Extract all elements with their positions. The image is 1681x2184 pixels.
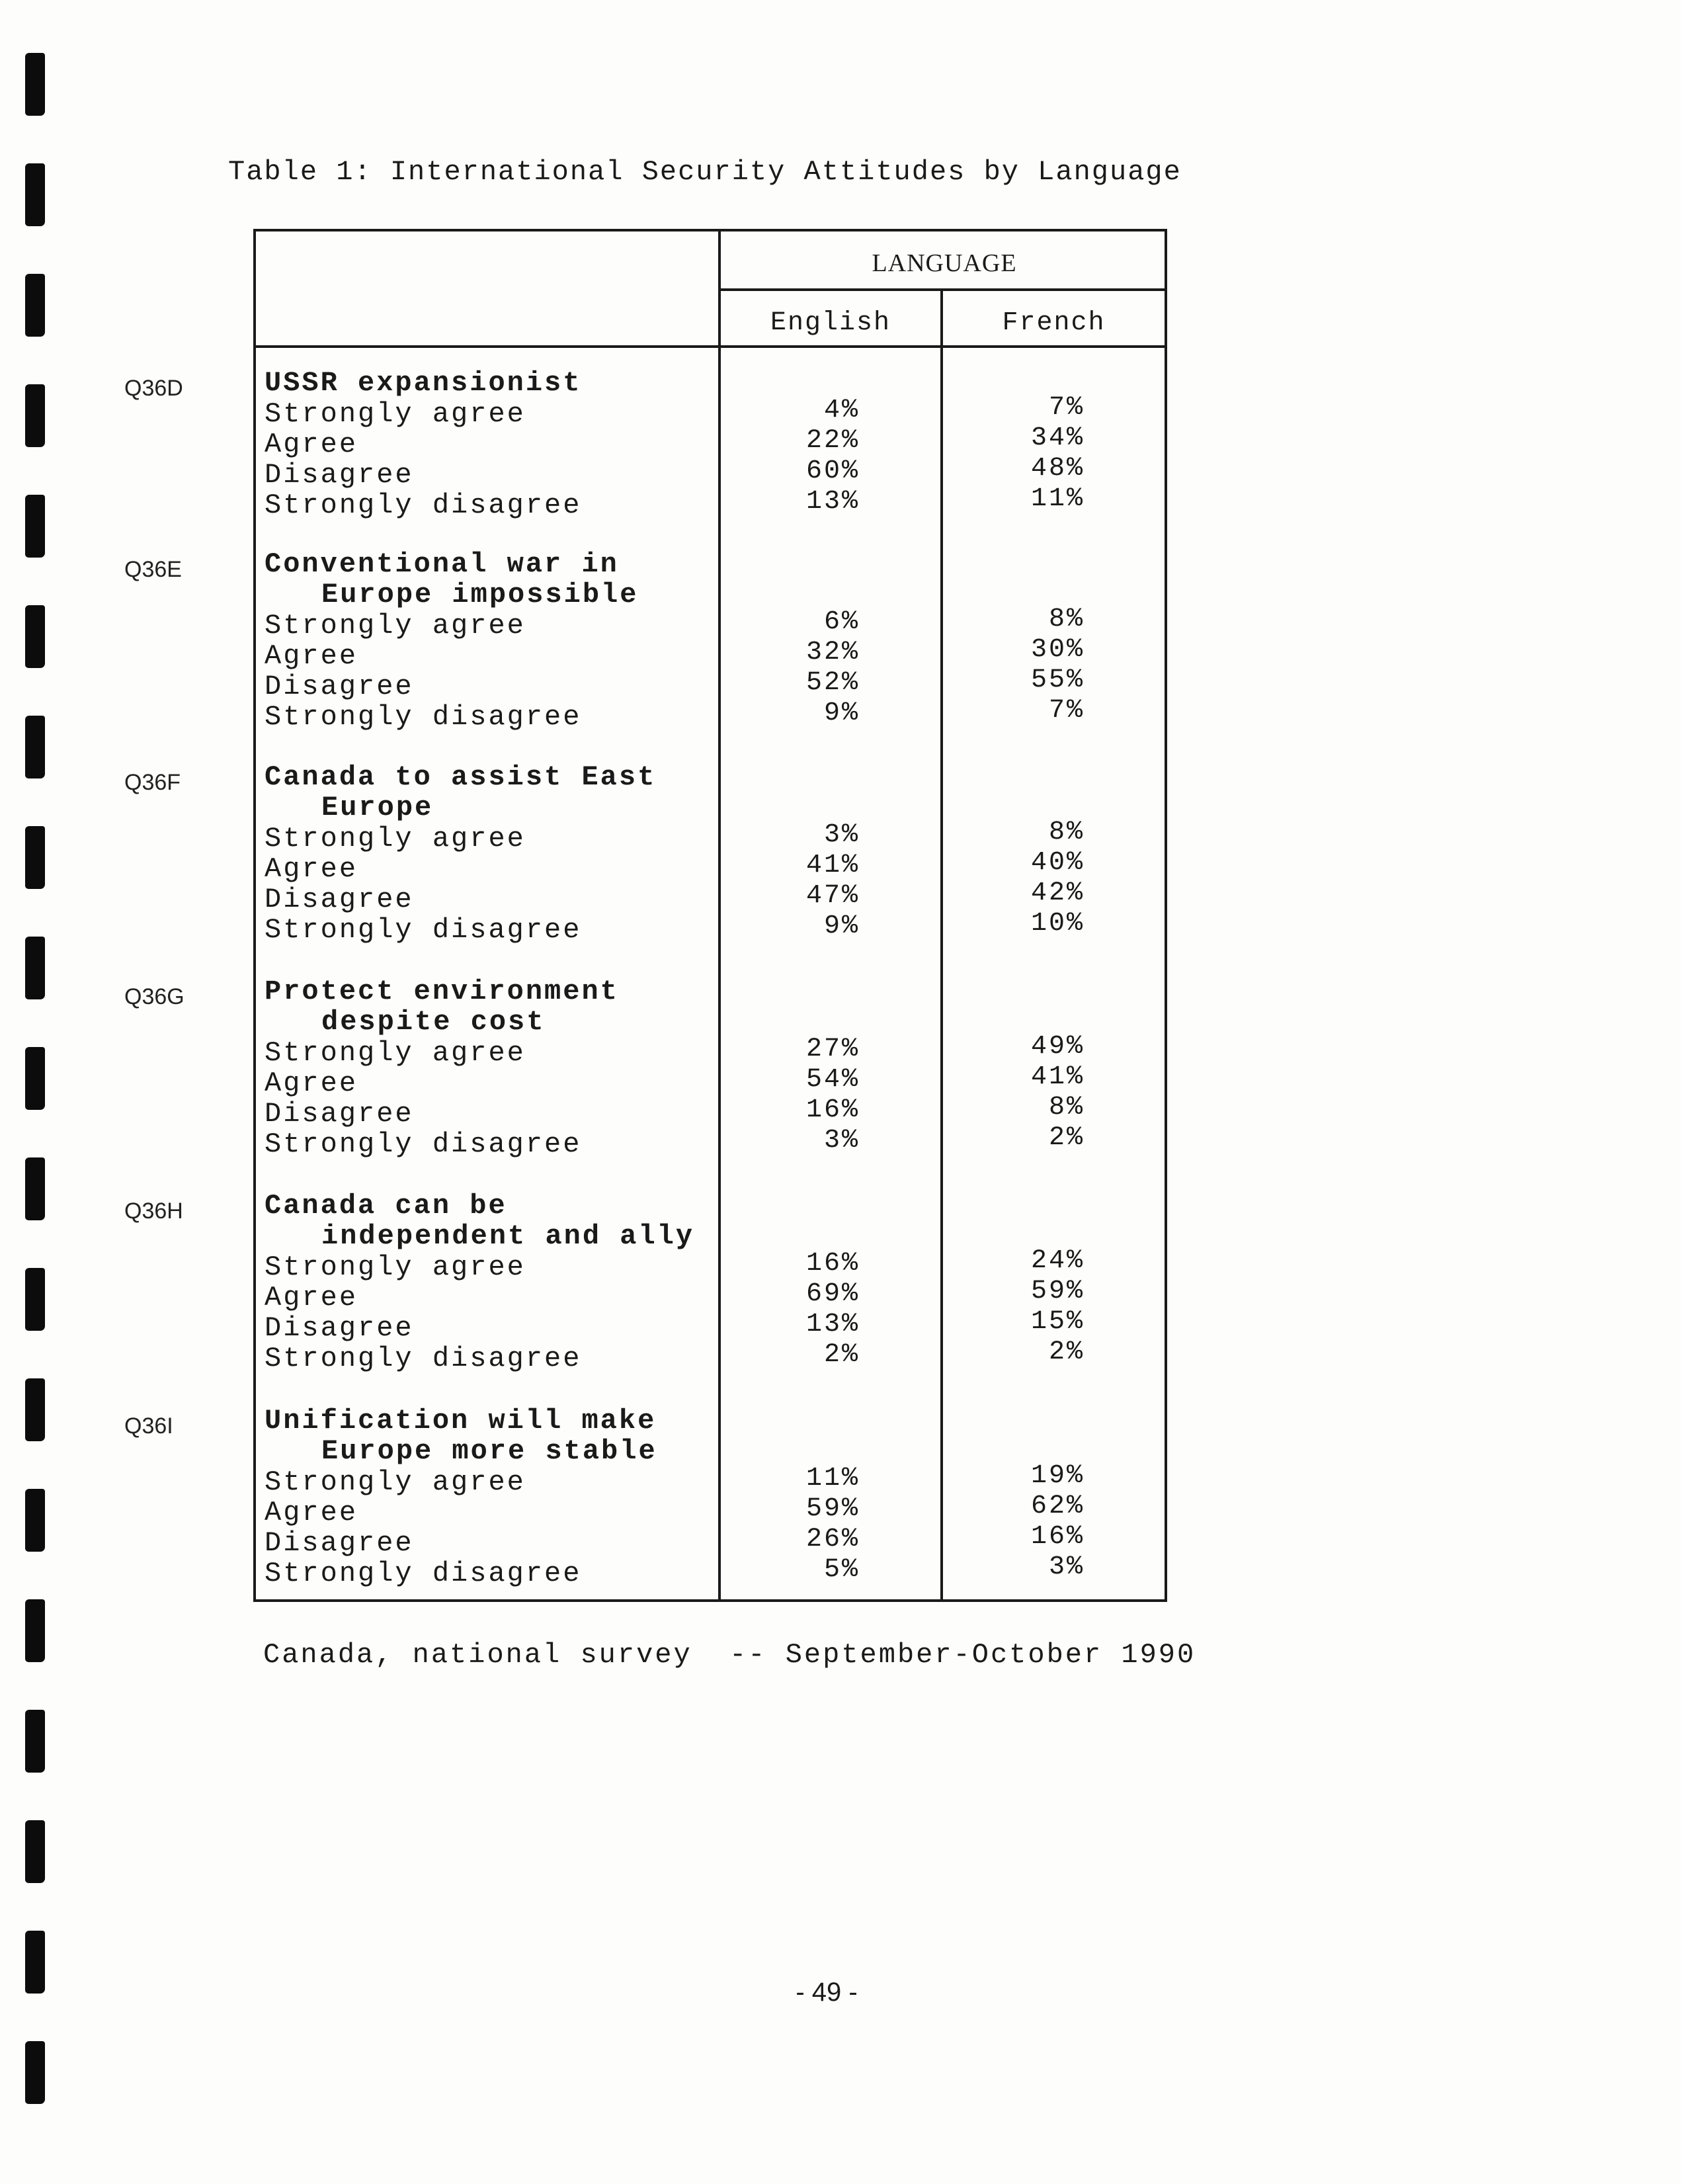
header-divider-bottom [256, 345, 1165, 348]
english-value: 54% [805, 1065, 860, 1095]
response-label: Disagree [265, 1527, 414, 1559]
binding-mark [25, 937, 45, 999]
english-value: 69% [805, 1279, 860, 1309]
binding-mark [25, 1378, 45, 1441]
header-english: English [770, 308, 891, 338]
french-value: 16% [1030, 1522, 1085, 1552]
response-label: Agree [265, 1497, 358, 1529]
english-value: 6% [823, 607, 860, 637]
response-label: Strongly agree [265, 610, 526, 642]
french-value: 30% [1030, 635, 1085, 665]
response-label: Disagree [265, 884, 414, 915]
english-value: 5% [823, 1555, 860, 1585]
french-value: 55% [1030, 665, 1085, 695]
question-title: Europe more stable [321, 1435, 657, 1467]
question-title: Unification will make [265, 1405, 657, 1437]
response-label: Strongly agree [265, 1037, 526, 1069]
response-label: Agree [265, 640, 358, 672]
question-title: despite cost [321, 1006, 546, 1038]
column-divider-language [940, 288, 943, 1599]
question-code: Q36D [124, 376, 183, 401]
french-value: 7% [1048, 393, 1085, 423]
french-value: 11% [1030, 484, 1085, 514]
response-label: Disagree [265, 1098, 414, 1130]
english-value: 47% [805, 881, 860, 911]
english-value: 60% [805, 456, 860, 486]
binding-mark [25, 1489, 45, 1552]
response-label: Strongly disagree [265, 914, 582, 946]
french-value: 40% [1030, 848, 1085, 878]
response-label: Strongly disagree [265, 1128, 582, 1160]
english-value: 3% [823, 820, 860, 850]
binding-mark [25, 1157, 45, 1220]
binding-mark [25, 605, 45, 668]
response-label: Disagree [265, 459, 414, 491]
binding-mark [25, 495, 45, 558]
english-value: 9% [823, 698, 860, 728]
binding-strip [25, 0, 52, 2184]
english-value: 13% [805, 487, 860, 517]
response-label: Strongly disagree [265, 1343, 582, 1374]
french-value: 3% [1048, 1552, 1085, 1582]
french-value: 34% [1030, 423, 1085, 453]
english-value: 52% [805, 668, 860, 698]
french-value: 8% [1048, 818, 1085, 847]
french-value: 15% [1030, 1307, 1085, 1337]
question-title: Protect environment [265, 976, 619, 1007]
column-divider-label [718, 231, 721, 1599]
english-value: 3% [823, 1126, 860, 1155]
french-value: 10% [1030, 909, 1085, 939]
english-value: 26% [805, 1525, 860, 1554]
english-value: 16% [805, 1249, 860, 1279]
response-label: Strongly agree [265, 823, 526, 855]
question-code: Q36I [124, 1413, 173, 1439]
binding-mark [25, 826, 45, 889]
header-french: French [1002, 308, 1106, 338]
response-label: Strongly disagree [265, 1558, 582, 1589]
french-value: 48% [1030, 454, 1085, 483]
french-value: 2% [1048, 1123, 1085, 1153]
response-label: Disagree [265, 1312, 414, 1344]
binding-mark [25, 53, 45, 116]
page-title: Table 1: International Security Attitudes by Language [228, 156, 1182, 188]
question-code: Q36F [124, 770, 181, 795]
question-title: independent and ally [321, 1220, 695, 1252]
french-value: 7% [1048, 696, 1085, 726]
french-value: 59% [1030, 1277, 1085, 1306]
question-code: Q36E [124, 557, 182, 582]
english-value: 16% [805, 1095, 860, 1125]
response-label: Agree [265, 1068, 358, 1099]
english-value: 13% [805, 1310, 860, 1339]
response-label: Agree [265, 429, 358, 460]
source-note: Canada, national survey -- September-October 1990 [263, 1639, 1196, 1671]
french-value: 49% [1030, 1032, 1085, 1062]
binding-mark [25, 1599, 45, 1662]
response-label: Agree [265, 853, 358, 885]
page-number: - 49 - [796, 1978, 858, 2007]
response-label: Strongly agree [265, 398, 526, 430]
header-language: LANGUAGE [872, 249, 1017, 277]
french-value: 62% [1030, 1491, 1085, 1521]
response-label: Disagree [265, 671, 414, 702]
binding-mark [25, 1820, 45, 1883]
question-title: Europe [321, 792, 434, 823]
french-value: 8% [1048, 605, 1085, 634]
english-value: 2% [823, 1340, 860, 1370]
french-value: 24% [1030, 1246, 1085, 1276]
french-value: 2% [1048, 1337, 1085, 1367]
response-label: Strongly disagree [265, 701, 582, 733]
question-title: Canada can be [265, 1190, 507, 1222]
english-value: 4% [823, 396, 860, 425]
binding-mark [25, 163, 45, 226]
question-title: Canada to assist East [265, 761, 657, 793]
question-title: Conventional war in [265, 548, 619, 580]
french-value: 8% [1048, 1093, 1085, 1122]
response-label: Strongly agree [265, 1251, 526, 1283]
english-value: 27% [805, 1034, 860, 1064]
header-divider-language [718, 288, 1165, 291]
response-label: Agree [265, 1282, 358, 1314]
question-code: Q36H [124, 1198, 183, 1224]
binding-mark [25, 716, 45, 778]
binding-mark [25, 1931, 45, 1994]
binding-mark [25, 1710, 45, 1773]
french-value: 42% [1030, 878, 1085, 908]
binding-mark [25, 274, 45, 337]
english-value: 32% [805, 638, 860, 667]
english-value: 9% [823, 911, 860, 941]
english-value: 41% [805, 851, 860, 880]
question-title: Europe impossible [321, 579, 639, 610]
french-value: 19% [1030, 1461, 1085, 1491]
binding-mark [25, 1268, 45, 1331]
question-title: USSR expansionist [265, 367, 582, 399]
binding-mark [25, 384, 45, 447]
response-label: Strongly disagree [265, 489, 582, 521]
binding-mark [25, 1047, 45, 1110]
response-label: Strongly agree [265, 1466, 526, 1498]
binding-mark [25, 2041, 45, 2104]
english-value: 22% [805, 426, 860, 456]
english-value: 11% [805, 1464, 860, 1493]
french-value: 41% [1030, 1062, 1085, 1092]
english-value: 59% [805, 1494, 860, 1524]
question-code: Q36G [124, 984, 184, 1009]
